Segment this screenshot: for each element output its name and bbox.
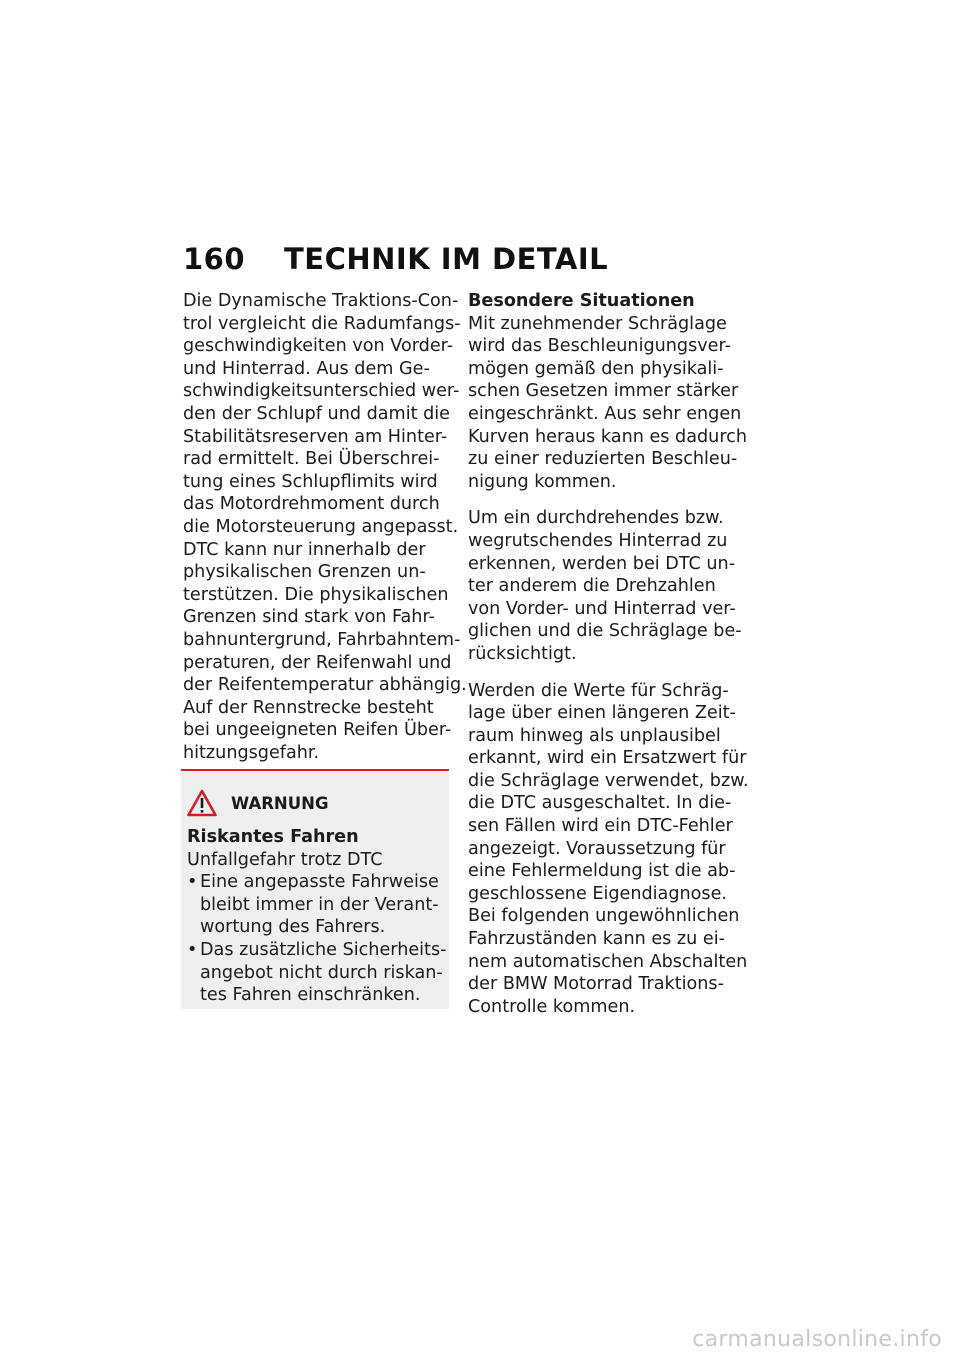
text-line: lage über einen längeren Zeit-	[468, 703, 736, 724]
text-line: angebot nicht durch riskan-	[200, 962, 443, 983]
section-heading: Besondere Situationen	[468, 291, 695, 311]
text-line: eingeschränkt. Aus sehr engen	[468, 403, 742, 424]
text-line: der Reifentemperatur abhängig.	[183, 675, 467, 696]
text-line: nem automatischen Abschalten	[468, 951, 748, 972]
text-line: erkannt, wird ein Ersatzwert für	[468, 748, 747, 769]
text-line: rad ermittelt. Bei Überschrei-	[183, 449, 440, 470]
left-column	[183, 290, 467, 778]
text-line: geschlossene Eigendiagnose.	[468, 883, 728, 904]
warning-header	[187, 789, 329, 817]
text-line: der BMW Motorrad Traktions-	[468, 974, 724, 995]
right-paragraph-3	[468, 680, 749, 1019]
page-header	[183, 242, 608, 278]
text-line: Die Dynamische Traktions-Con-	[183, 291, 459, 311]
page-title: TECHNIK IM DETAIL	[284, 242, 609, 276]
text-line: rücksichtigt.	[468, 643, 577, 664]
right-paragraph-2	[468, 507, 740, 665]
text-line: Das zusätzliche Sicherheits-	[200, 939, 447, 960]
text-line: tung eines Schlupflimits wird	[183, 471, 438, 492]
warning-subheading: Riskantes Fahren	[187, 827, 359, 847]
warning-bullet-1	[187, 871, 446, 939]
text-line: angezeigt. Voraussetzung für	[468, 838, 726, 859]
text-line: schwindigkeitsunterschied wer-	[183, 381, 460, 402]
text-line: mögen gemäß den physikali-	[468, 358, 724, 379]
page-number: 160	[183, 242, 246, 276]
warning-triangle-icon	[187, 789, 217, 817]
text-line: Um ein durchdrehendes bzw.	[468, 508, 724, 529]
text-line: erkennen, werden bei DTC un-	[468, 553, 736, 574]
warning-intro: Unfallgefahr trotz DTC	[187, 849, 383, 870]
watermark: carmanualsonline.info	[692, 1327, 942, 1352]
text-line: trol vergleicht die Radumfangs-	[183, 313, 461, 334]
text-line: Mit zunehmender Schräglage	[468, 313, 727, 334]
warning-bullet-2	[187, 939, 446, 1007]
text-line: glichen und die Schräglage be-	[468, 621, 742, 642]
text-line: Bei folgenden ungewöhnlichen	[468, 906, 740, 927]
text-line: die Motorsteuerung angepasst.	[183, 516, 459, 537]
text-line: die DTC ausgeschaltet. In die-	[468, 793, 732, 814]
text-line: eine Fehlermeldung ist die ab-	[468, 861, 736, 882]
text-line: geschwindigkeiten von Vorder-	[183, 336, 454, 357]
text-line: DTC kann nur innerhalb der	[183, 539, 426, 560]
text-line: von Vorder- und Hinterrad ver-	[468, 598, 736, 619]
text-line: den der Schlupf und damit die	[183, 403, 450, 424]
text-line: Kurven heraus kann es dadurch	[468, 426, 747, 447]
bullet-dot: •	[187, 872, 198, 893]
warning-body	[187, 826, 446, 1007]
text-line: bahnuntergrund, Fahrbahntem-	[183, 629, 461, 650]
text-line: sen Fällen wird ein DTC-Fehler	[468, 816, 733, 837]
text-line: Auf der Rennstrecke besteht	[183, 697, 434, 718]
text-line: und Hinterrad. Aus dem Ge-	[183, 358, 430, 379]
right-paragraph-1	[468, 290, 747, 493]
text-line: tes Fahren einschränken.	[200, 985, 421, 1006]
right-column	[468, 290, 749, 1032]
text-line: bei ungeeigneten Reifen Über-	[183, 720, 452, 741]
warning-box	[181, 769, 449, 1009]
text-line: Werden die Werte für Schräg-	[468, 680, 729, 701]
text-line: Controlle kommen.	[468, 996, 636, 1017]
text-line: wegrutschendes Hinterrad zu	[468, 530, 728, 551]
text-line: peraturen, der Reifenwahl und	[183, 652, 452, 673]
text-line: Eine angepasste Fahrweise	[200, 872, 439, 893]
left-paragraph-1	[183, 290, 467, 764]
text-line: schen Gesetzen immer stärker	[468, 381, 739, 402]
text-line: physikalischen Grenzen un-	[183, 562, 426, 583]
text-line: wird das Beschleunigungsver-	[468, 336, 731, 357]
warning-label: WARNUNG	[231, 793, 329, 813]
text-line: raum hinweg als unplausibel	[468, 725, 721, 746]
text-line: bleibt immer in der Verant-	[200, 894, 439, 915]
text-line: nigung kommen.	[468, 471, 617, 492]
text-line: hitzungsgefahr.	[183, 742, 320, 763]
text-line: wortung des Fahrers.	[200, 917, 386, 938]
text-line: Stabilitätsreserven am Hinter-	[183, 426, 448, 447]
text-line: terstützen. Die physikalischen	[183, 584, 449, 605]
text-line: das Motordrehmoment durch	[183, 494, 440, 515]
text-line: zu einer reduzierten Beschleu-	[468, 449, 738, 470]
text-line: ter anderem die Drehzahlen	[468, 576, 716, 597]
text-line: Grenzen sind stark von Fahr-	[183, 607, 435, 628]
bullet-dot: •	[187, 939, 198, 960]
text-line: Fahrzuständen kann es zu ei-	[468, 929, 725, 950]
text-line: die Schräglage verwendet, bzw.	[468, 770, 749, 791]
